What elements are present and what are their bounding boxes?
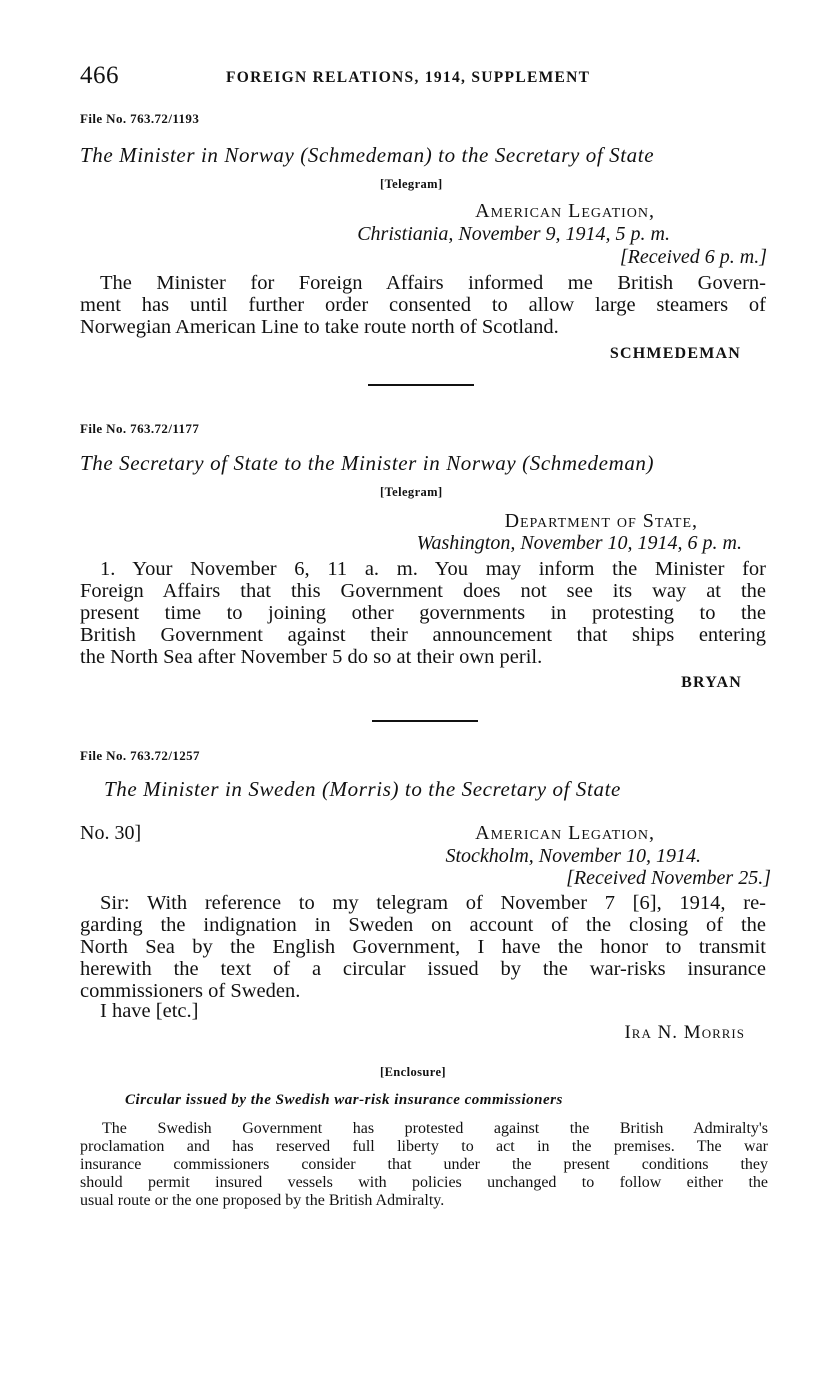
doc3-closing: I have [etc.] <box>100 1000 199 1022</box>
doc2-type-label: [Telegram] <box>380 485 443 499</box>
doc3-received: [Received November 25.] <box>566 867 771 889</box>
doc2-signature: BRYAN <box>681 674 742 691</box>
enclosure-heading: Circular issued by the Swedish war-risk insurance commissioners <box>125 1092 563 1108</box>
doc3-body-line: North Sea by the English Government, I have the honor to transmit <box>80 936 766 958</box>
enclosure-body-line: insurance commissioners consider that under the present conditions they <box>80 1156 768 1173</box>
section-divider <box>368 384 474 386</box>
section-divider <box>372 720 478 722</box>
doc3-body-line: commissioners of Sweden. <box>80 980 301 1002</box>
doc3-body-line: herewith the text of a circular issued by the war-risks insurance <box>80 958 766 980</box>
doc1-body <box>80 272 766 338</box>
enclosure-body-line: usual route or the one proposed by the British Admiralty. <box>80 1192 445 1209</box>
enclosure-body-line: should permit insured vessels with policies unchanged to follow either the <box>80 1174 768 1191</box>
doc3-file-number: File No. 763.72/1257 <box>80 748 200 763</box>
doc2-address-place-date: Washington, November 10, 1914, 6 p. m. <box>416 532 742 554</box>
doc3-number: No. 30] <box>80 822 142 844</box>
doc3-heading: The Minister in Sweden (Morris) to the Secretary of State <box>104 777 621 801</box>
doc3-address-legation: American Legation, <box>475 822 655 844</box>
doc2-body-line: present time to joining other governments in protesting to the <box>80 602 766 624</box>
doc3-address-place-date: Stockholm, November 10, 1914. <box>445 845 701 867</box>
doc1-file-number: File No. 763.72/1193 <box>80 111 200 126</box>
doc2-address-department: Department of State, <box>504 510 698 532</box>
doc1-heading: The Minister in Norway (Schmedeman) to the Secretary of State <box>80 143 655 167</box>
doc1-type-label: [Telegram] <box>380 177 443 191</box>
doc1-body-line: The Minister for Foreign Affairs informed me British Govern- <box>100 272 766 294</box>
doc2-body-line: British Government against their announcement that ships entering <box>80 624 766 646</box>
doc2-body-line: the North Sea after November 5 do so at their own peril. <box>80 646 543 668</box>
doc1-received: [Received 6 p. m.] <box>619 246 767 268</box>
doc1-body-line: ment has until further order consented to allow large steamers of <box>80 294 766 316</box>
doc1-address-place-date: Christiania, November 9, 1914, 5 p. m. <box>357 223 670 245</box>
enclosure-label: [Enclosure] <box>380 1065 446 1079</box>
enclosure-body-line: The Swedish Government has protested against the British Admiralty's <box>102 1120 768 1137</box>
page-number: 466 <box>80 62 119 89</box>
doc1-signature: SCHMEDEMAN <box>609 345 741 362</box>
enclosure-body <box>80 1120 768 1210</box>
doc3-body-line: Sir: With reference to my telegram of November 7 [6], 1914, re- <box>100 892 766 914</box>
doc1-address-legation: American Legation, <box>475 200 655 222</box>
doc1-body-line: Norwegian American Line to take route north of Scotland. <box>80 316 559 338</box>
doc3-body <box>80 892 766 1002</box>
doc2-body-line: Foreign Affairs that this Government does not see its way at the <box>80 580 766 602</box>
running-title: FOREIGN RELATIONS, 1914, SUPPLEMENT <box>226 69 591 86</box>
enclosure-body-line: proclamation and has reserved full liberty to act in the premises. The war <box>80 1138 768 1155</box>
doc2-heading: The Secretary of State to the Minister in Norway (Schmedeman) <box>80 451 655 475</box>
doc3-signature: Ira N. Morris <box>624 1022 745 1043</box>
doc2-body <box>80 558 766 668</box>
doc2-body-line: 1. Your November 6, 11 a. m. You may inform the Minister for <box>100 558 766 580</box>
doc3-body-line: garding the indignation in Sweden on account of the closing of the <box>80 914 766 936</box>
doc2-file-number: File No. 763.72/1177 <box>80 421 200 436</box>
